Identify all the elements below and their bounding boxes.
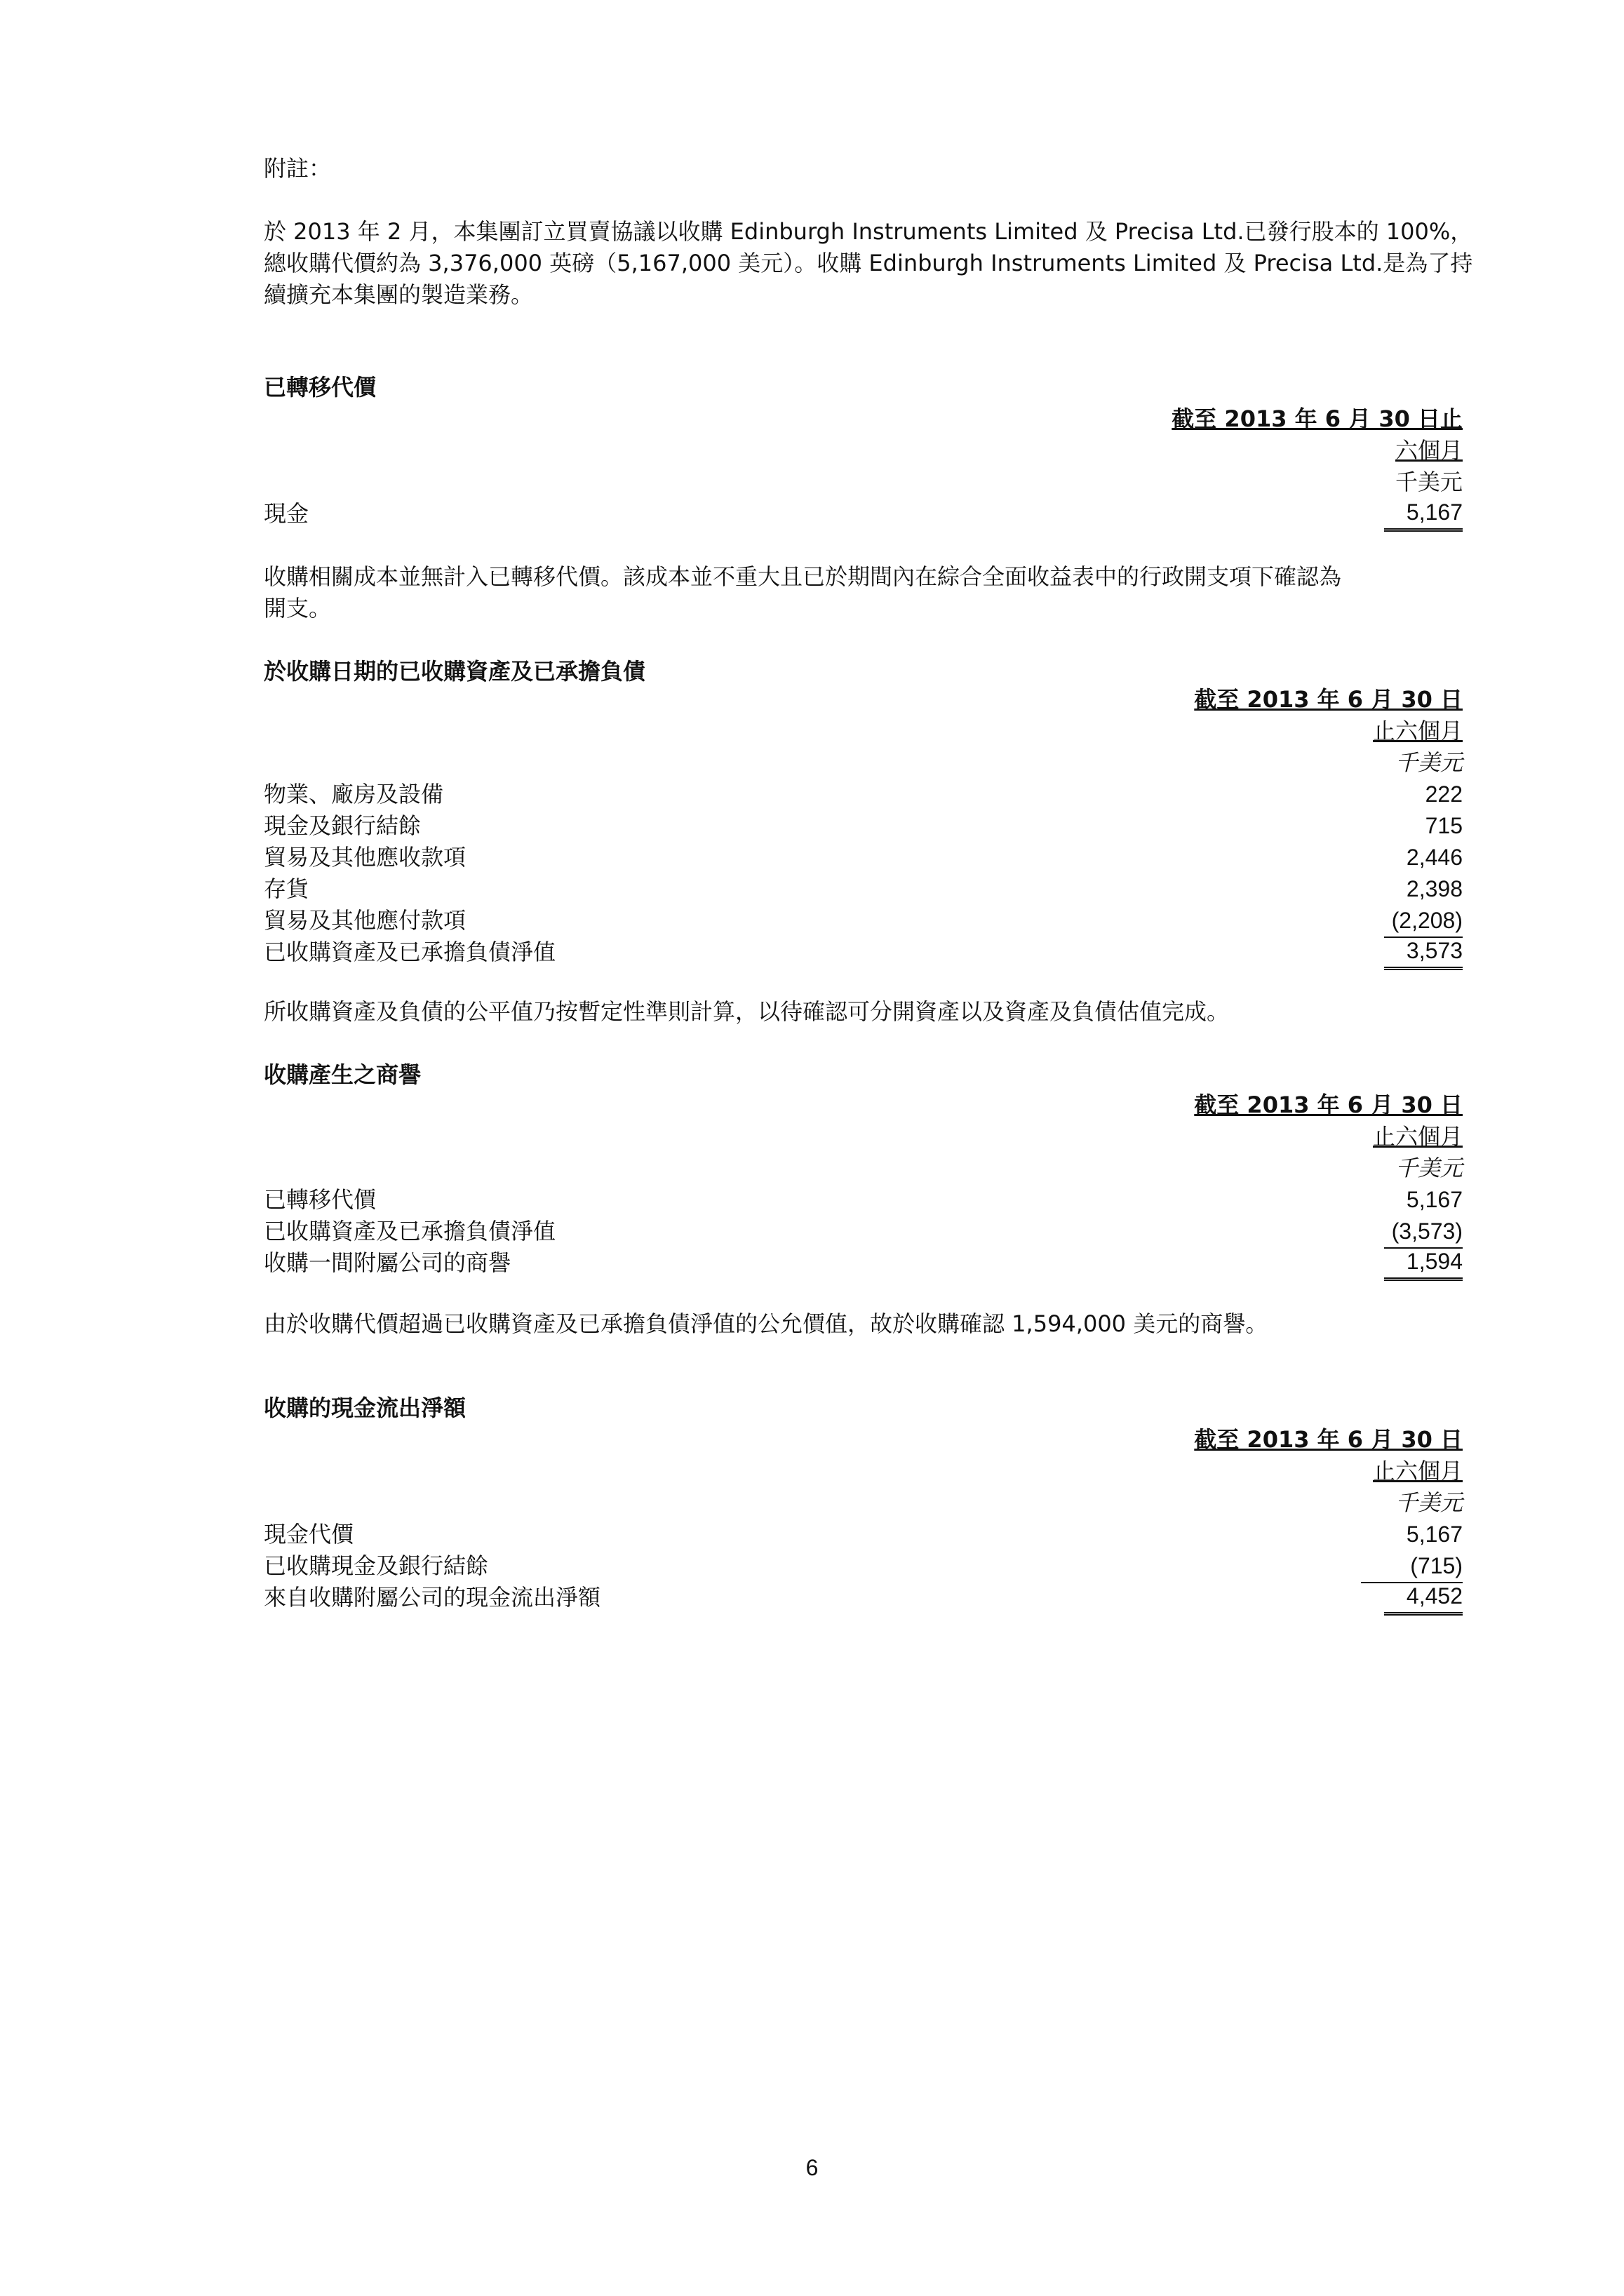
cashflow-heading: 收購的現金流出淨額: [264, 1395, 467, 1421]
acquisition-cost-paragraph: 收購相關成本並無計入已轉移代價。該成本並不重大且已於期間內在綜合全面收益表中的行政開支項下確認為開支。: [264, 563, 1342, 622]
consideration-row-value-wrap: [1384, 497, 1463, 532]
assets-row-value: (2,208): [1384, 905, 1463, 938]
assets-col-line1: 截至 2013 年 6 月 30 日: [1194, 686, 1463, 713]
page-number: 6: [805, 2155, 819, 2180]
goodwill-row-value-wrap: [1384, 1246, 1463, 1281]
assets-row-label: 存貨: [264, 875, 309, 902]
consideration-col-line1: 截至 2013 年 6 月 30 日止: [1172, 405, 1463, 432]
cashflow-row-label: 已收購現金及銀行結餘: [264, 1552, 489, 1579]
note-label: 附註：: [264, 155, 332, 182]
assets-row-label: 貿易及其他應付款項: [264, 907, 467, 934]
goodwill-row-value: (3,573): [1384, 1216, 1463, 1249]
fair-value-paragraph: 所收購資產及負債的公平值乃按暫定性準則計算，以待確認可分開資產以及資產及負債估值完成。: [264, 998, 1230, 1025]
goodwill-row-value-wrap: [1384, 1216, 1463, 1249]
goodwill-row-value: 5,167: [1406, 1187, 1463, 1212]
assets-row-value: 2,446: [1406, 845, 1463, 870]
assets-row-value: 3,573: [1384, 935, 1463, 970]
cashflow-row-value: 5,167: [1406, 1522, 1463, 1547]
consideration-heading: 已轉移代價: [264, 374, 377, 401]
goodwill-heading: 收購產生之商譽: [264, 1061, 422, 1088]
cashflow-row-value-wrap: [1384, 1580, 1463, 1616]
assets-row-value: 222: [1425, 781, 1463, 807]
consideration-row-label: 現金: [264, 500, 309, 527]
consideration-col-line2: 六個月: [1395, 437, 1463, 464]
goodwill-row-label: 收購一間附屬公司的商譽: [264, 1249, 511, 1276]
assets-row-label: 物業、廠房及設備: [264, 781, 444, 807]
cashflow-row-value: (715): [1361, 1550, 1463, 1583]
goodwill-col-line1: 截至 2013 年 6 月 30 日: [1194, 1092, 1463, 1118]
goodwill-paragraph: 由於收購代價超過已收購資產及已承擔負債淨值的公允價值，故於收購確認 1,594,000 美元的商譽。: [264, 1310, 1268, 1337]
assets-row-value-wrap: [1384, 935, 1463, 970]
consideration-row-value: 5,167: [1384, 497, 1463, 532]
goodwill-col-line2: 止六個月: [1372, 1123, 1463, 1150]
intro-paragraph: 於 2013 年 2 月，本集團訂立買賣協議以收購 Edinburgh Instruments Limited 及 Precisa Ltd.已發行股本的 100%，總收購代價約為 3,376,000 英磅（5,167,000 美元）。收購 Edinburgh Instruments Limited 及 Precisa Ltd.是為了持續擴充本集團的製造業務。: [264, 218, 1473, 308]
cashflow-col-line1: 截至 2013 年 6 月 30 日: [1194, 1426, 1463, 1453]
cashflow-unit: 千美元: [1395, 1489, 1463, 1516]
goodwill-row-label: 已轉移代價: [264, 1186, 377, 1213]
goodwill-unit: 千美元: [1395, 1155, 1463, 1181]
assets-row-label: 貿易及其他應收款項: [264, 844, 467, 871]
cashflow-col-line2: 止六個月: [1372, 1458, 1463, 1484]
cashflow-row-label: 現金代價: [264, 1521, 354, 1548]
assets-row-value: 2,398: [1406, 876, 1463, 901]
assets-row-label: 已收購資產及已承擔負債淨值: [264, 939, 556, 965]
consideration-unit: 千美元: [1395, 469, 1463, 495]
goodwill-row-label: 已收購資產及已承擔負債淨值: [264, 1218, 556, 1244]
assets-row-value: 715: [1425, 813, 1463, 838]
assets-row-label: 現金及銀行結餘: [264, 812, 422, 839]
goodwill-row-value: 1,594: [1384, 1246, 1463, 1281]
assets-unit: 千美元: [1395, 749, 1463, 776]
assets-row-value-wrap: [1384, 905, 1463, 938]
assets-heading: 於收購日期的已收購資產及已承擔負債: [264, 658, 646, 685]
cashflow-row-value: 4,452: [1384, 1580, 1463, 1616]
cashflow-row-label: 來自收購附屬公司的現金流出淨額: [264, 1584, 601, 1611]
cashflow-row-value-wrap: [1361, 1550, 1463, 1583]
assets-col-line2: 止六個月: [1372, 718, 1463, 744]
